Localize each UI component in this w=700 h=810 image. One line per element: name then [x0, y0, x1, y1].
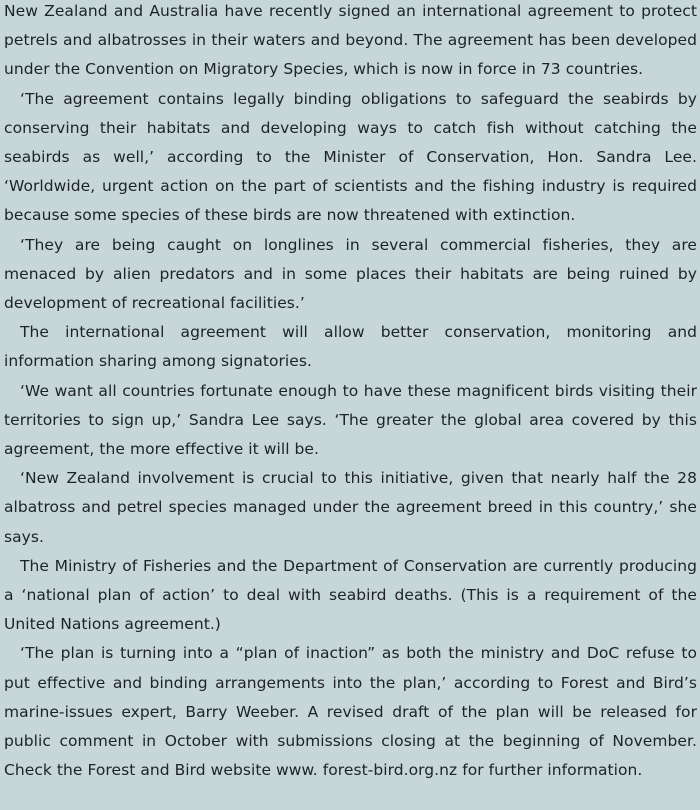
paragraph-agreement-obligations: ‘The agreement contains legally binding obligations to safeguard the seabirds by conserving their habitats and developing ways to catch fish without catching the seabirds as well,’ according to the Minister of Conservation, Hon. Sandra Lee. ‘Worldwide, urgent action on the part of scientists and the fishing industry is required because some species of these birds are now threatened with extinction. [4, 89, 697, 225]
paragraph-nz-involvement: ‘New Zealand involvement is crucial to this initiative, given that nearly half the 28 albatross and petrel species managed under the agreement breed in this country,’ she says. [4, 469, 697, 546]
paragraph-national-plan: The Ministry of Fisheries and the Department of Conservation are currently producing a ‘national plan of action’ to deal with seabird deaths. (This is a requirement of the United Nations agreement.) [4, 556, 697, 634]
paragraph-threats: ‘They are being caught on longlines in several commercial fisheries, they are menaced by alien predators and in some places their habitats are being ruined by development of recreational facilities.’ [4, 235, 697, 313]
paragraph-plan-criticism: ‘The plan is turning into a “plan of inaction” as both the ministry and DoC refuse to put effective and binding arrangements into the plan,’ according to Forest and Bird’s marine-issues expert, Barry Weeber. A revised draft of the plan will be released for public comment in October with submissions closing at the beginning of November. Check the Forest and Bird website www. forest-bird.org.nz for further information. [4, 644, 697, 780]
paragraph-countries-sign-up: ‘We want all countries fortunate enough to have these magnificent birds visiting their territories to sign up,’ Sandra Lee says. ‘The greater the global area covered by this agreement, the more effective it will be. [4, 381, 697, 459]
paragraph-conservation: The international agreement will allow better conservation, monitoring and information sharing among signatories. [4, 323, 697, 371]
paragraph-intro: New Zealand and Australia have recently signed an international agreement to protect petrels and albatrosses in their waters and beyond. The agreement has been developed under the Convention on Migratory Species, which is now in force in 73 countries. [4, 2, 697, 79]
